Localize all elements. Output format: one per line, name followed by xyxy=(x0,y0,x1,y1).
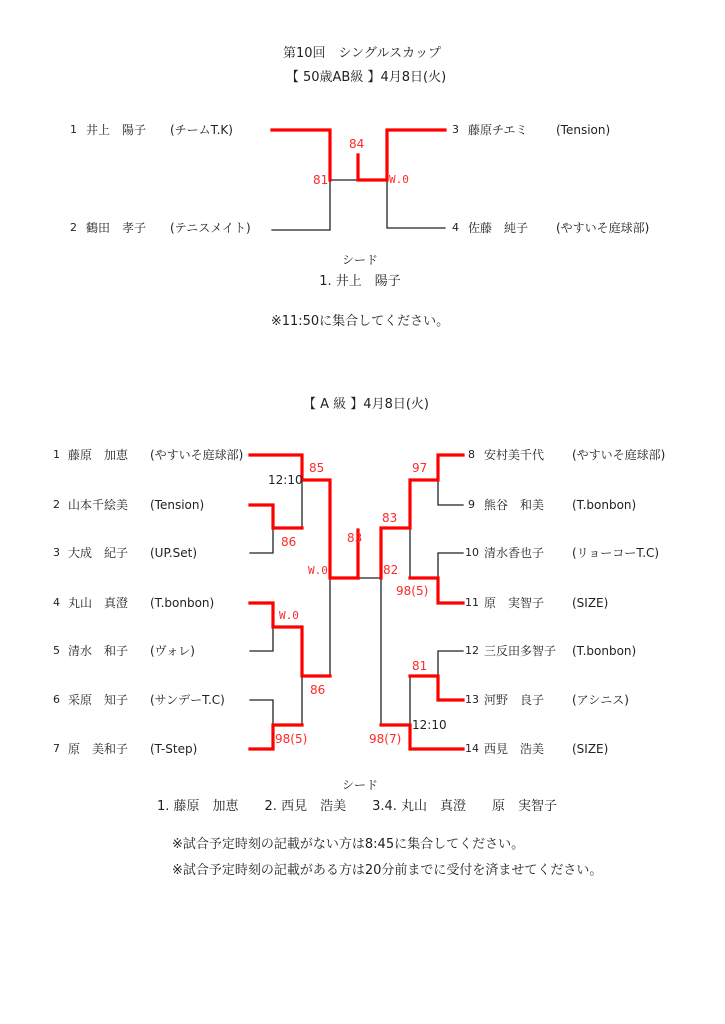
note: ※11:50に集合してください。 xyxy=(270,314,450,329)
player-club: (チームT.K) xyxy=(170,123,233,137)
player-club: (Tension) xyxy=(150,498,205,512)
score-left-r2-top: 85 xyxy=(309,461,325,475)
note-2: ※試合予定時刻の記載がある方は20分前までに受付を済ませてください。 xyxy=(172,863,603,878)
player-name: 安村美千代 xyxy=(484,448,545,462)
player-name: 原 実智子 xyxy=(484,596,545,610)
player-number: 2 xyxy=(53,498,60,511)
score-left-r2-bot: 86 xyxy=(310,683,326,697)
player-club: (リョーコーT.C) xyxy=(572,546,660,560)
score-right: W.0 xyxy=(389,173,409,186)
player-number: 9 xyxy=(468,498,475,511)
player-club: (T.bonbon) xyxy=(572,498,637,512)
page-title: 第10回 シングルスカップ xyxy=(282,46,442,61)
score-right-r1-1213: 81 xyxy=(412,659,428,673)
player-name: 清水 和子 xyxy=(68,644,129,658)
player-number: 11 xyxy=(465,596,479,609)
player-club: (やすいそ庭球部) xyxy=(572,448,666,462)
player-name: 井上 陽子 xyxy=(86,123,147,137)
player-name: 鶴田 孝子 xyxy=(86,221,147,235)
player-club: (SIZE) xyxy=(572,742,609,756)
player-club: (やすいそ庭球部) xyxy=(150,448,244,462)
player-name: 三反田多智子 xyxy=(484,644,557,658)
player-club: (ヴォレ) xyxy=(150,644,195,658)
score-left-r1-67: 98(5) xyxy=(275,732,308,746)
score-right-semi: 82 xyxy=(383,563,399,577)
player-name: 佐藤 純子 xyxy=(468,221,529,235)
player-number: 8 xyxy=(468,448,475,461)
score-right-r2-bot: 98(7) xyxy=(369,732,402,746)
player-club: (T.bonbon) xyxy=(150,596,215,610)
player-club: (サンデーT.C) xyxy=(150,693,225,707)
time-left: 12:10 xyxy=(268,473,303,487)
player-name: 藤原チエミ xyxy=(468,123,528,137)
player-name: 清水香也子 xyxy=(484,546,545,560)
player-number: 12 xyxy=(465,644,479,657)
player-club: (UP.Set) xyxy=(150,546,198,560)
section1-heading: 【 50歳AB級 】4月8日(火) xyxy=(285,70,447,85)
score-final: 84 xyxy=(349,137,365,151)
player-name: 熊谷 和美 xyxy=(484,498,545,512)
player-number: 3 xyxy=(452,123,459,136)
player-number: 4 xyxy=(53,596,60,609)
player-name: 西見 浩美 xyxy=(484,742,545,756)
note-1: ※試合予定時刻の記載がない方は8:45に集合してください。 xyxy=(172,837,525,852)
score-left-r1-45: W.0 xyxy=(279,609,299,622)
score-final: 83 xyxy=(347,531,363,545)
player-club: (Tension) xyxy=(556,123,611,137)
player-name: 大成 紀子 xyxy=(68,546,129,560)
player-number: 10 xyxy=(465,546,479,559)
player-club: (SIZE) xyxy=(572,596,609,610)
player-club: (やすいそ庭球部) xyxy=(556,221,650,235)
player-name: 山本千絵美 xyxy=(68,498,129,512)
player-number: 13 xyxy=(465,693,479,706)
player-number: 5 xyxy=(53,644,60,657)
player-number: 3 xyxy=(53,546,60,559)
time-right: 12:10 xyxy=(412,718,447,732)
player-club: (T-Step) xyxy=(150,742,198,756)
player-number: 1 xyxy=(53,448,60,461)
player-name: 丸山 真澄 xyxy=(68,596,129,610)
seed-label: シード xyxy=(341,253,379,267)
player-number: 1 xyxy=(70,123,77,136)
player-number: 2 xyxy=(70,221,77,234)
player-number: 7 xyxy=(53,742,60,755)
player-club: (テニスメイト) xyxy=(170,221,251,235)
score-right-r2-top: 83 xyxy=(382,511,398,525)
player-name: 河野 良子 xyxy=(484,693,545,707)
seed-list-2: 1. 藤原 加恵 2. 西見 浩美 3.4. 丸山 真澄 原 実智子 xyxy=(156,799,558,814)
player-number: 14 xyxy=(465,742,479,755)
score-right-r1-89: 97 xyxy=(412,461,428,475)
player-name: 藤原 加恵 xyxy=(68,448,129,462)
seed-label-2: シード xyxy=(341,778,379,792)
player-club: (T.bonbon) xyxy=(572,644,637,658)
score-right-r1-1011: 98(5) xyxy=(396,584,429,598)
player-name: 原 美和子 xyxy=(68,742,129,756)
seed-list: 1. 井上 陽子 xyxy=(319,274,401,289)
section2-heading: 【 A 級 】4月8日(火) xyxy=(303,397,429,412)
player-name: 采原 知子 xyxy=(68,693,129,707)
score-left: 81 xyxy=(313,173,329,187)
player-number: 6 xyxy=(53,693,60,706)
player-club: (アシニス) xyxy=(572,693,629,707)
player-number: 4 xyxy=(452,221,459,234)
score-left-r1-23: 86 xyxy=(281,535,297,549)
score-left-semi: W.0 xyxy=(308,564,328,577)
